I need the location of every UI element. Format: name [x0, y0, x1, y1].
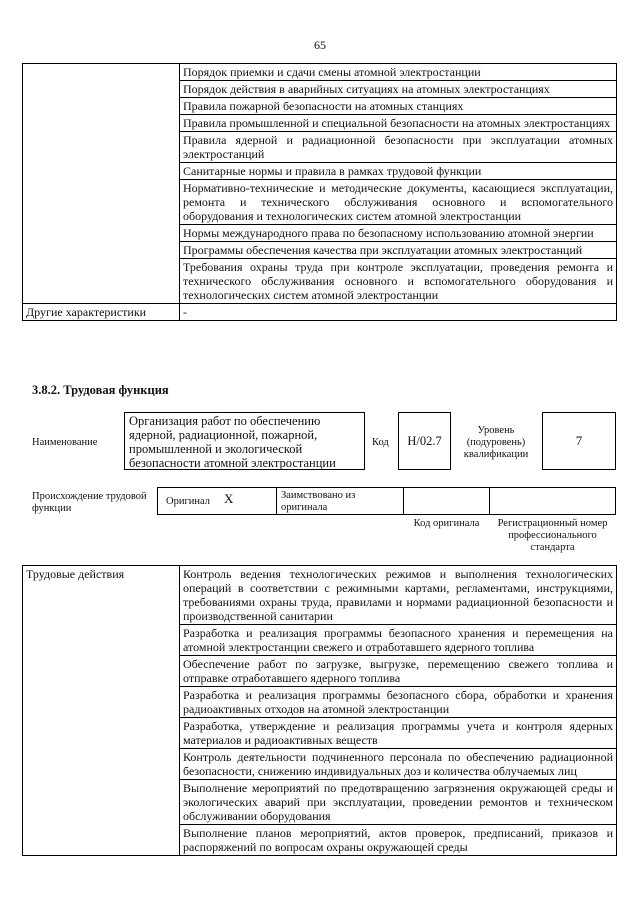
table-cell: Порядок приемки и сдачи смены атомной электростанции [180, 64, 617, 81]
table-cell: Нормы международного права по безопасному использованию атомной энергии [180, 225, 617, 242]
table-row [23, 566, 617, 625]
name-label: Наименование [32, 437, 98, 448]
borrowed-label: Заимствовано из оригинала [281, 490, 356, 513]
table-cell: Контроль ведения технологических режимов и выполнения технологических операций в соответствии с режимными картами, регламентами, инструкциями, требованиями охраны труда, правилами и нормами радиационной безопасности и производственной санитарии [180, 566, 617, 625]
page-number: 65 [314, 38, 326, 52]
table-cell: Обеспечение работ по загрузке, выгрузке, перемещению свежего топлива и отправке отработавшего ядерного топлива [180, 656, 617, 687]
function-name-value: Организация работ по обеспечению ядерной, радиационной, пожарной, промышленной и экологической безопасности атомной электростанции [129, 414, 336, 470]
table-cell: Правила пожарной безопасности на атомных станциях [180, 98, 617, 115]
level-box [542, 412, 616, 470]
section-heading: 3.8.2. Трудовая функция [32, 383, 169, 397]
origin-label: Происхождение трудовой функции [32, 491, 147, 514]
borrowed-box [276, 487, 404, 515]
table-cell: Правила ядерной и радиационной безопасности при эксплуатации атомных электростанций [180, 132, 617, 163]
table-cell: Выполнение мероприятий по предотвращению загрязнения окружающей среды и экологических аварий при эксплуатации, проведении ремонтов и техническом обслуживании оборудования [180, 780, 617, 825]
labor-actions-table [22, 565, 617, 856]
code-box [398, 412, 451, 470]
table-cell: Контроль деятельности подчиненного персонала по обеспечению радиационной безопасности, снижению индивидуальных доз и количества облучаемых лиц [180, 749, 617, 780]
level-value: 7 [575, 433, 583, 448]
table-row [23, 64, 617, 81]
registration-number-caption: Регистрационный номер профессионального стандарта [497, 518, 608, 553]
table-cell: Нормативно-технические и методические документы, касающиеся эксплуатации, ремонта и технического обслуживания основного и вспомогательного оборудования и технологических систем атомной электростанции [180, 180, 617, 225]
table-cell: Правила промышленной и специальной безопасности на атомных электростанциях [180, 115, 617, 132]
table-cell: Требования охраны труда при контроле эксплуатации, проведения ремонта и технического обслуживания основного и вспомогательного оборудования и технологических систем атомной электростанции [180, 259, 617, 304]
other-characteristics-value: - [180, 304, 617, 321]
table-cell: Разработка, утверждение и реализация программы учета и контроля ядерных материалов и радиоактивных веществ [180, 718, 617, 749]
knowledge-table [22, 63, 617, 321]
code-label: Код [372, 437, 389, 448]
original-mark: X [224, 491, 234, 506]
registration-number-box [489, 487, 616, 515]
table-cell: Порядок действия в аварийных ситуациях на атомных электростанциях [180, 81, 617, 98]
level-label: Уровень (подуровень) квалификации [463, 425, 529, 460]
code-value: H/02.7 [407, 433, 442, 448]
table-row [23, 304, 617, 321]
original-code-box [403, 487, 490, 515]
original-code-caption: Код оригинала [413, 518, 480, 529]
original-label: Оригинал [166, 496, 210, 507]
table-cell: Санитарные нормы и правила в рамках трудовой функции [180, 163, 617, 180]
table-cell: Разработка и реализация программы безопасного сбора, обработки и хранения радиоактивных отходов на атомной электростанции [180, 687, 617, 718]
other-characteristics-label: Другие характеристики [23, 304, 180, 321]
function-name-box [124, 412, 365, 470]
original-box [157, 487, 277, 515]
labor-actions-label: Трудовые действия [23, 566, 180, 856]
table-cell: Выполнение планов мероприятий, актов проверок, предписаний, приказов и распоряжений по вопросам охраны окружающей среды [180, 825, 617, 856]
table-cell-empty [23, 64, 180, 304]
table-cell: Разработка и реализация программы безопасного хранения и перемещения на атомной электростанции свежего и отработавшего ядерного топлива [180, 625, 617, 656]
table-cell: Программы обеспечения качества при эксплуатации атомных электростанций [180, 242, 617, 259]
